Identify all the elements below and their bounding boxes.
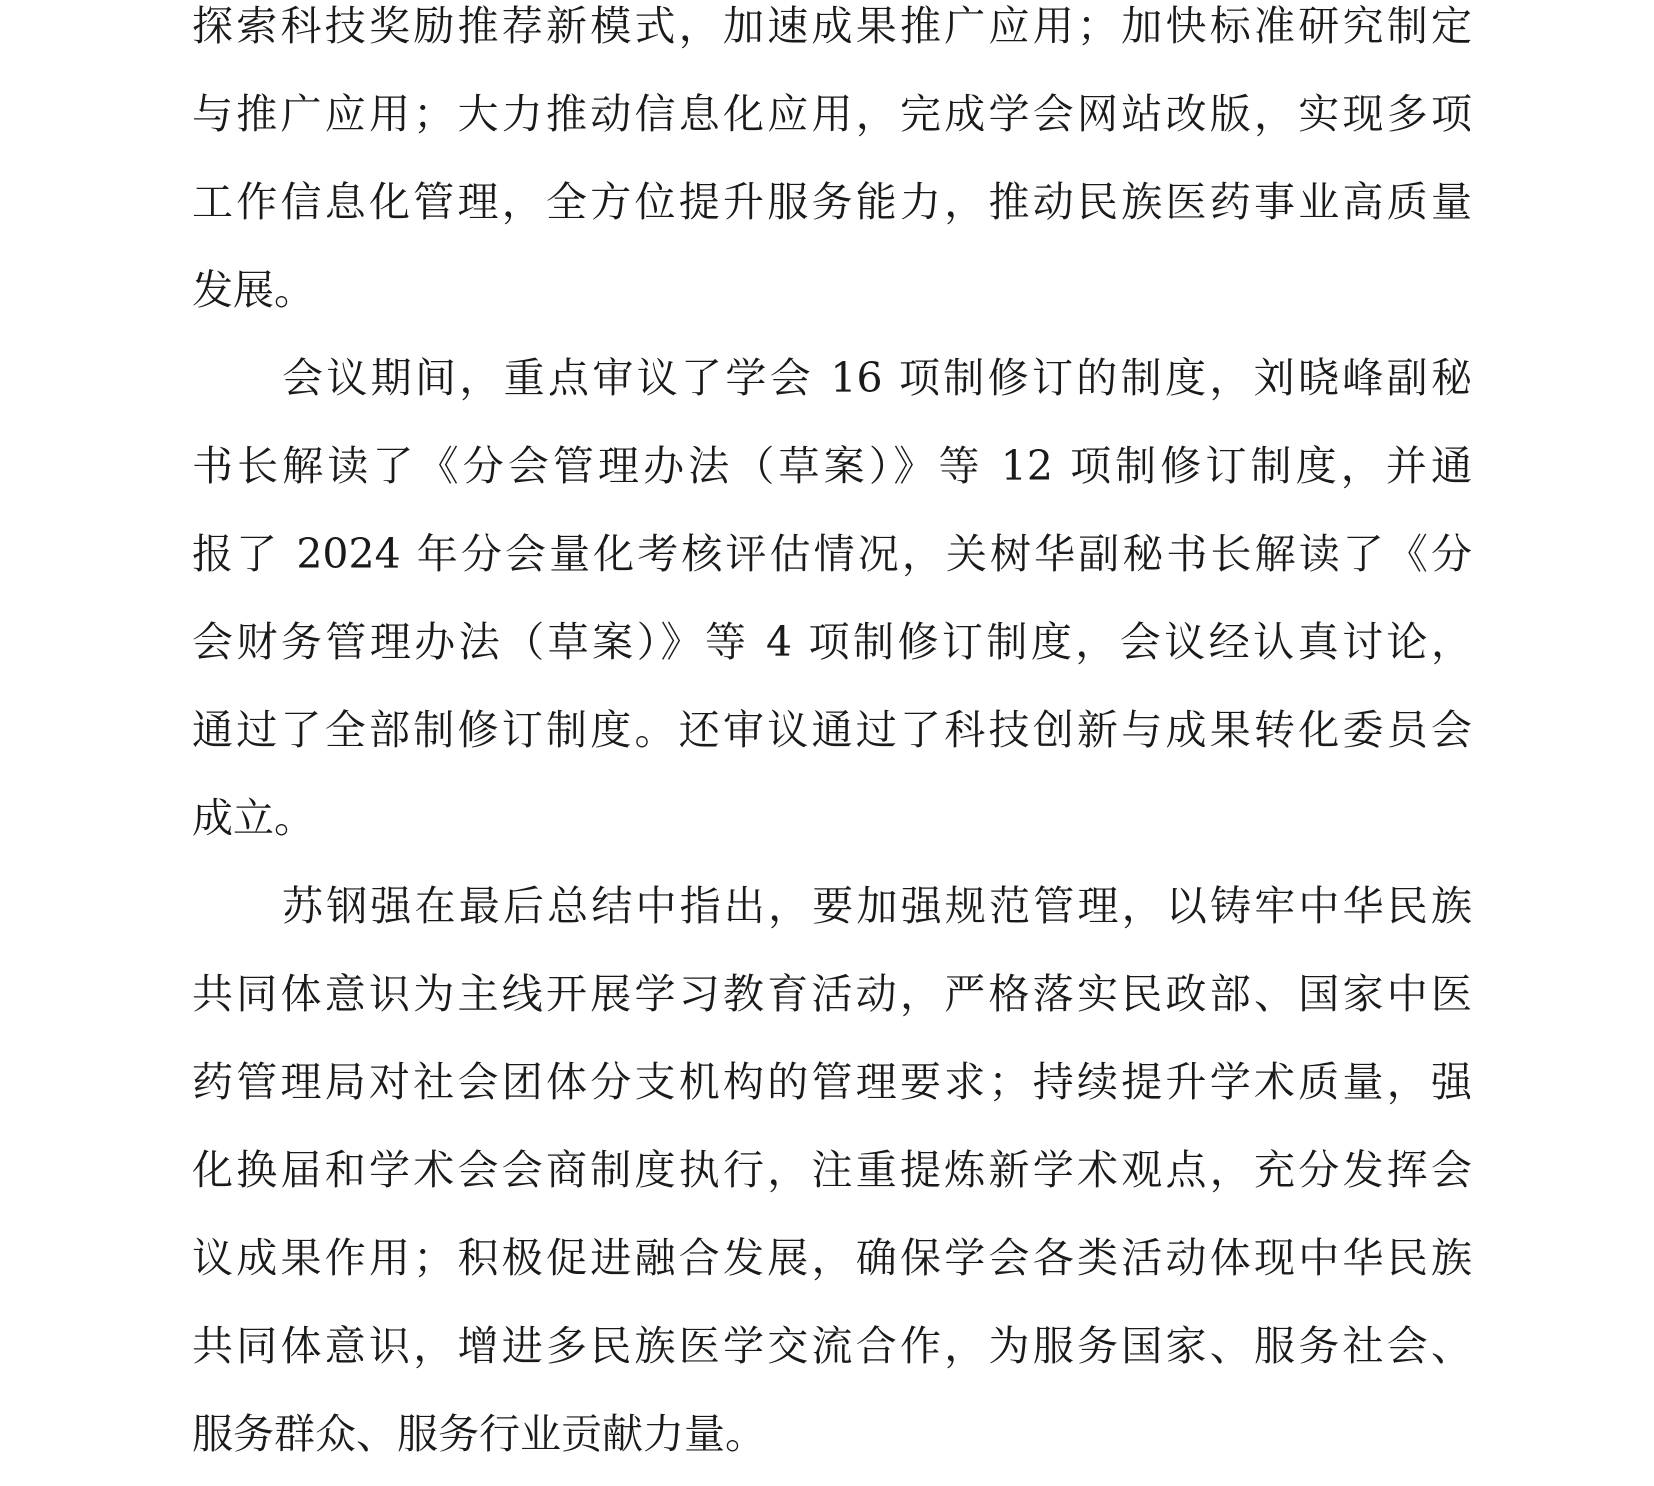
paragraph-line: 发展。 (192, 266, 315, 314)
paragraph-line: 议成果作用；积极促进融合发展，确保学会各类活动体现中华民族 (192, 1234, 1472, 1282)
paragraph-line: 工作信息化管理，全方位提升服务能力，推动民族医药事业高质量 (192, 178, 1472, 226)
paragraph-line: 共同体意识为主线开展学习教育活动，严格落实民政部、国家中医 (192, 970, 1472, 1018)
paragraph-line: 与推广应用；大力推动信息化应用，完成学会网站改版，实现多项 (192, 90, 1472, 138)
paragraph-line: 书长解读了《分会管理办法（草案）》等 12 项制修订制度，并通 (192, 442, 1472, 490)
paragraph-line: 苏钢强在最后总结中指出，要加强规范管理，以铸牢中华民族 (282, 882, 1472, 930)
paragraph-line: 通过了全部制修订制度。还审议通过了科技创新与成果转化委员会 (192, 706, 1472, 754)
paragraph-line: 服务群众、服务行业贡献力量。 (192, 1410, 766, 1458)
paragraph-line: 探索科技奖励推荐新模式，加速成果推广应用；加快标准研究制定 (192, 2, 1472, 50)
paragraph-line: 会议期间，重点审议了学会 16 项制修订的制度，刘晓峰副秘 (282, 354, 1472, 402)
paragraph-line: 共同体意识，增进多民族医学交流合作，为服务国家、服务社会、 (192, 1322, 1472, 1370)
paragraph-line: 会财务管理办法（草案）》等 4 项制修订制度，会议经认真讨论， (192, 618, 1472, 666)
paragraph-line: 报了 2024 年分会量化考核评估情况，关树华副秘书长解读了《分 (192, 530, 1472, 578)
paragraph-line: 药管理局对社会团体分支机构的管理要求；持续提升学术质量，强 (192, 1058, 1472, 1106)
paragraph-line: 化换届和学术会会商制度执行，注重提炼新学术观点，充分发挥会 (192, 1146, 1472, 1194)
paragraph-line: 成立。 (192, 794, 315, 842)
